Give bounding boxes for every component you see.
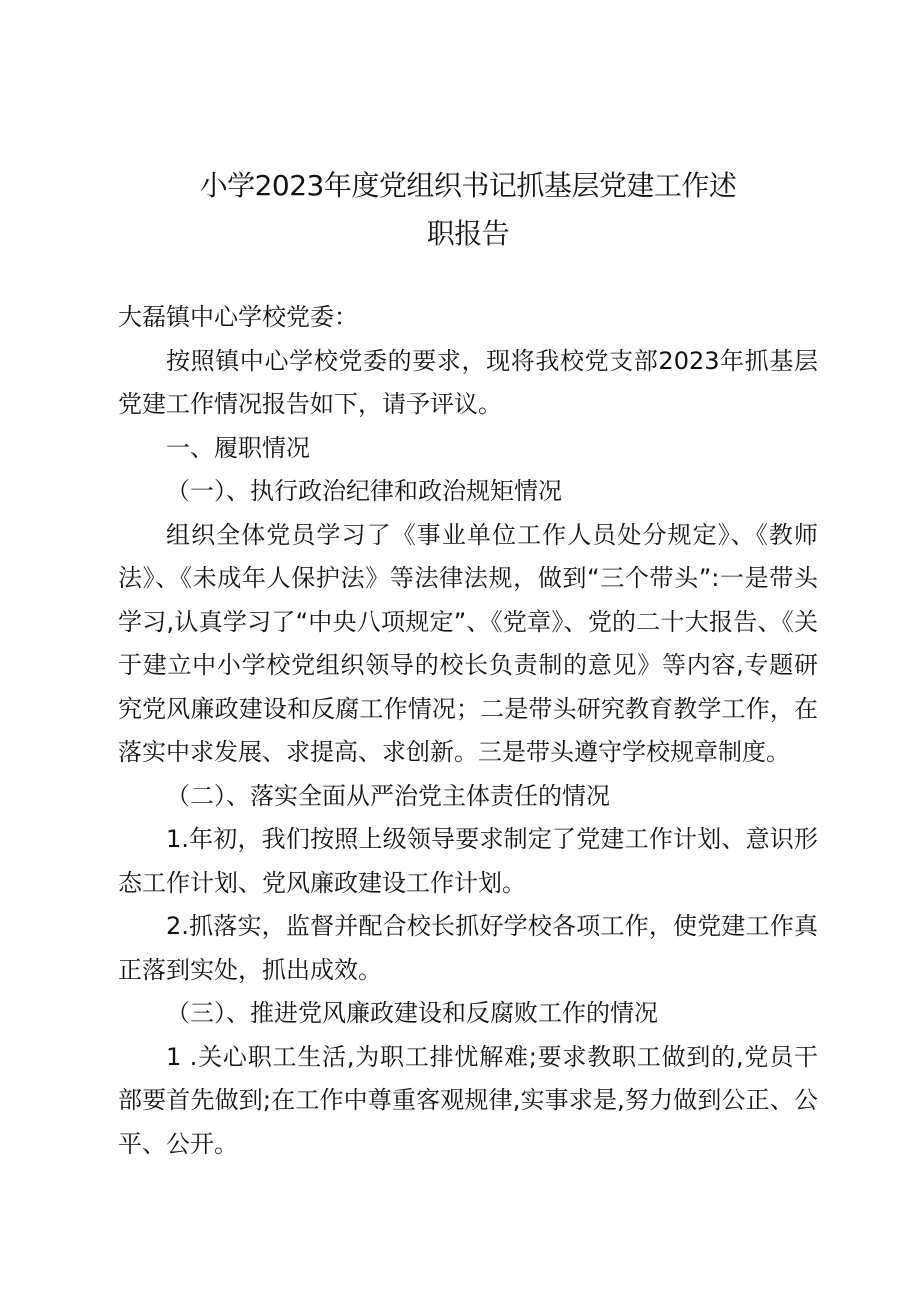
document-title bbox=[118, 162, 818, 258]
subheading-anti-corruption: （三）、推进党风廉政建设和反腐败工作的情况 bbox=[166, 999, 658, 1027]
paragraph-implementation: 2.抓落实，监督并配合校长抓好学校各项工作，使党建工作真正落到实处，抓出成效。 bbox=[118, 912, 818, 984]
title-line-1: 小学2023年度党组织书记抓基层党建工作述 bbox=[199, 169, 737, 202]
salutation: 大磊镇中心学校党委： bbox=[118, 303, 358, 331]
paragraph-study: 组织全体党员学习了《事业单位工作人员处分规定》、《教师法》、《未成年人保护法》等法律法规，做到“三个带头”:一是带头学习,认真学习了“中央八项规定”、《党章》、党的二十大报告、《关于建立中小学校党组织领导的校长负责制的意见》等内容,专题研究党风廉政建设和反腐工作情况；二是带头研究教育教学工作，在落实中求发展、求提高、求创新。三是带头遵守学校规章制度。 bbox=[118, 520, 818, 766]
subheading-party-responsibility: （二）、落实全面从严治党主体责任的情况 bbox=[166, 781, 610, 810]
paragraph-plans: 1.年初，我们按照上级领导要求制定了党建工作计划、意识形态工作计划、党风廉政建设工作计划。 bbox=[118, 825, 818, 897]
heading-performance: 一、履职情况 bbox=[166, 433, 310, 462]
subheading-political-discipline: （一）、执行政治纪律和政治规矩情况 bbox=[166, 477, 562, 505]
paragraph-intro: 按照镇中心学校党委的要求，现将我校党支部2023年抓基层党建工作情况报告如下，请予评议。 bbox=[118, 346, 818, 418]
paragraph-staff-care: 1 .关心职工生活,为职工排忧解难;要求教职工做到的,党员干部要首先做到;在工作中尊重客观规律,实事求是,努力做到公正、公平、公开。 bbox=[118, 1042, 818, 1158]
document-body bbox=[118, 296, 818, 1166]
title-line-2: 职报告 bbox=[426, 217, 510, 250]
